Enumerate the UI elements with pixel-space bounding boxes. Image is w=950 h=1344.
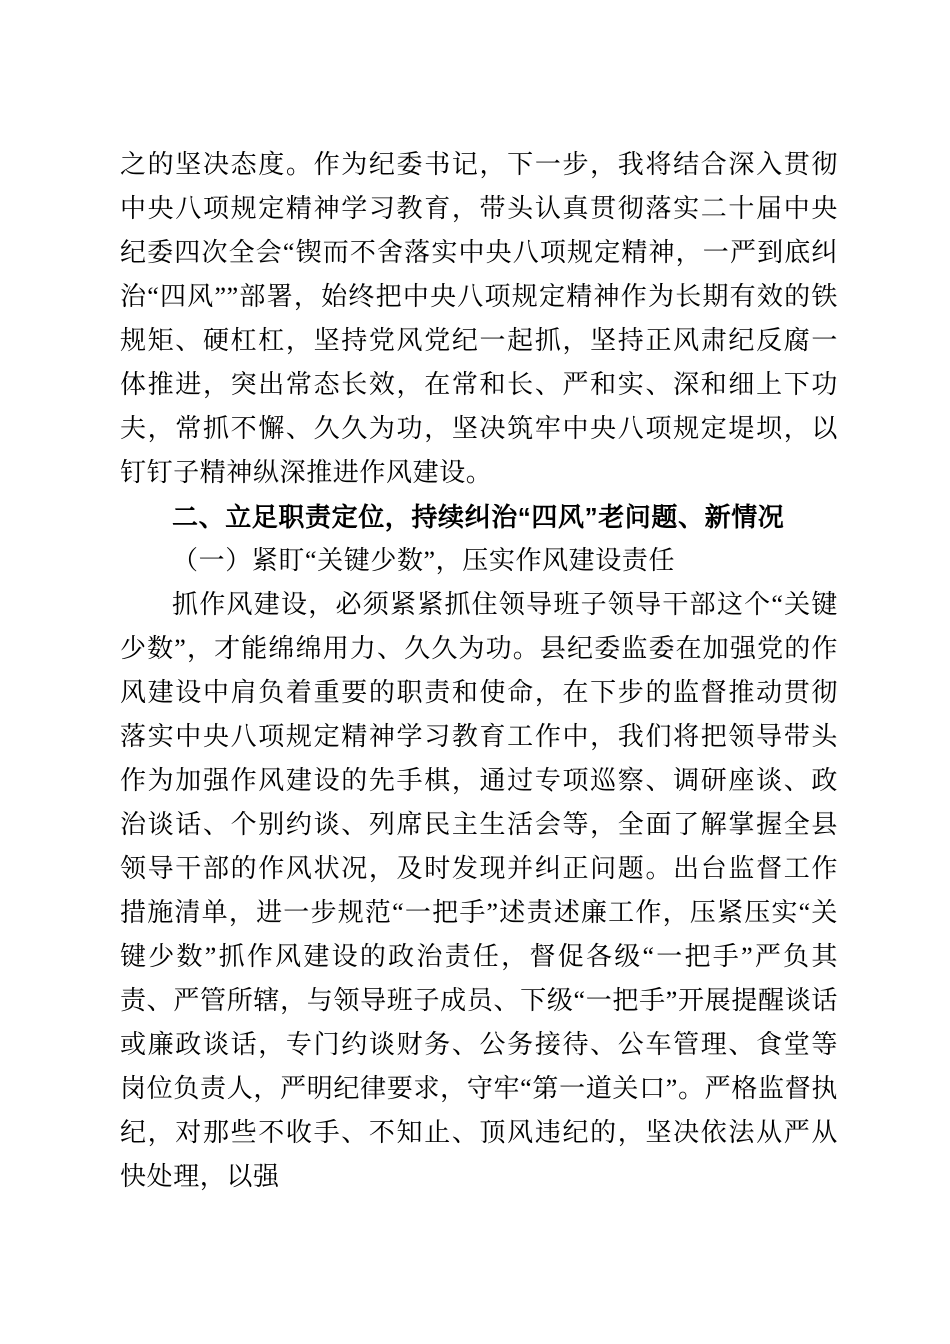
paragraph-continuation: 之的坚决态度。作为纪委书记，下一步，我将结合深入贯彻中央八项规定精神学习教育，带头认真贯彻落实二十届中央纪委四次全会“锲而不舍落实中央八项规定精神，一严到底纠治“四风””部署，始终把中央八项规定精神作为长期有效的铁规矩、硬杠杠，坚持党风党纪一起抓，坚持正风肃纪反腐一体推进，突出常态长效，在常和长、严和实、深和细上下功夫，常抓不懈、久久为功，坚决筑牢中央八项规定堤坝，以钉钉子精神纵深推进作风建设。	[120, 150, 838, 487]
section-heading: 二、立足职责定位，持续纠治“四风”老问题、新情况	[172, 502, 785, 532]
paragraph-body: 抓作风建设，必须紧紧抓住领导班子领导干部这个“关键少数”，才能绵绵用力、久久为功。县纪委监委在加强党的作风建设中肩负着重要的职责和使命，在下步的监督推动贯彻落实中央八项规定精神学习教育工作中，我们将把领导带头作为加强作风建设的先手棋，通过专项巡察、调研座谈、政治谈话、个别约谈、列席民主生活会等，全面了解掌握全县领导干部的作风状况，及时发现并纠正问题。出台监督工作措施清单，进一步规范“一把手”述责述廉工作，压紧压实“关键少数”抓作风建设的政治责任，督促各级“一把手”严负其责、严管所辖，与领导班子成员、下级“一把手”开展提醒谈话或廉政谈话，专门约谈财务、公务接待、公车管理、食堂等岗位负责人，严明纪律要求，守牢“第一道关口”。严格监督执纪，对那些不收手、不知止、顶风违纪的，坚决依法从严从快处理，以强	[120, 590, 838, 1191]
subsection-heading: （一）紧盯“关键少数”，压实作风建设责任	[172, 546, 676, 575]
